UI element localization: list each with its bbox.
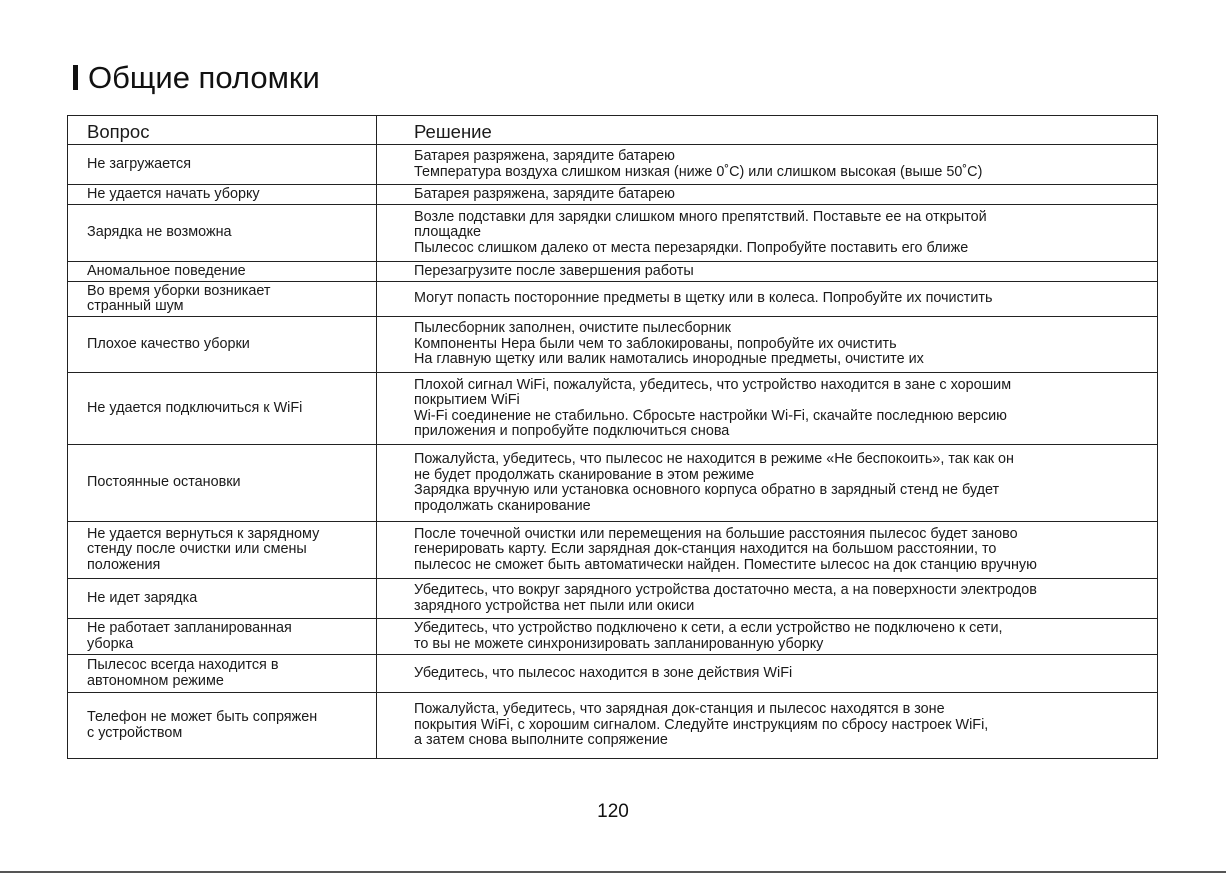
solution-cell <box>377 579 1158 619</box>
solution-cell <box>377 205 1158 262</box>
question-text-line: с устройством <box>87 724 183 741</box>
table-row <box>68 185 1158 205</box>
solution-cell <box>377 693 1158 759</box>
question-column-header: Вопрос <box>68 116 377 145</box>
solution-text-line: Пожалуйста, убедитесь, что зарядная док-станция и пылесос находятся в зоне <box>414 701 945 718</box>
table-body <box>68 145 1158 759</box>
solution-text-line: пылесос не сможет быть автоматически найден. Поместите ылесос на док станцию вручную <box>414 556 1037 573</box>
question-cell <box>68 205 377 262</box>
question-cell <box>68 185 377 205</box>
question-text-line: странный шум <box>87 298 184 314</box>
solution-text-line: Компоненты Hepa были чем то заблокированы, попробуйте их очистить <box>414 335 897 352</box>
question-cell <box>68 655 377 693</box>
question-text-line: Не удается вернуться к зарядному <box>87 525 320 542</box>
solution-text-line: покрытия WiFi, с хорошим сигналом. Следуйте инструкциям по сбросу настроек WiFi, <box>414 716 989 733</box>
solution-text-line: покрытием WiFi <box>414 392 520 408</box>
table-header-row <box>68 116 1158 145</box>
solution-text-line: Батарея разряжена, зарядите батарею <box>414 148 675 164</box>
solution-text-line: Температура воздуха слишком низкая (ниже 0˚С) или слишком высокая (выше 50˚С) <box>414 163 983 180</box>
solution-text-line: Убедитесь, что пылесос находится в зоне действия WiFi <box>414 664 793 681</box>
solution-text-line: Пылесос слишком далеко от места перезарядки. Попробуйте поставить его ближе <box>414 239 969 256</box>
solution-text-line: Пылесборник заполнен, очистите пылесборник <box>414 320 731 337</box>
solution-text-line: Плохой сигнал WiFi, пожалуйста, убедитесь, что устройство находится в зане с хорошим <box>414 376 1012 393</box>
question-cell <box>68 579 377 619</box>
table-row <box>68 262 1158 282</box>
question-cell <box>68 145 377 185</box>
question-cell <box>68 522 377 579</box>
question-text-line: Не удается подключиться к WiFi <box>87 399 303 416</box>
question-text-line: Не загружается <box>87 155 192 172</box>
solution-text-line: продолжать сканирование <box>414 497 591 514</box>
question-text-line: Во время уборки возникает <box>87 282 271 299</box>
table-row <box>68 282 1158 317</box>
question-text-line: положения <box>87 556 161 573</box>
solution-text-line: Убедитесь, что устройство подключено к сети, а если устройство не подключено к сети, <box>414 620 1003 636</box>
table-row <box>68 655 1158 693</box>
question-text-line: Плохое качество уборки <box>87 335 250 352</box>
solution-text-line: Убедитесь, что вокруг зарядного устройства достаточно места, а на поверхности электродов <box>414 582 1037 598</box>
solution-text-line: Батарея разряжена, зарядите батарею <box>414 185 675 202</box>
solution-text-line: Пожалуйста, убедитесь, что пылесос не находится в режиме «Не беспокоить», так как он <box>414 451 1014 467</box>
table-row <box>68 205 1158 262</box>
question-text-line: Зарядка не возможна <box>87 224 232 241</box>
solution-text-line: генерировать карту. Если зарядная док-станция находится на большом расстоянии, то <box>414 541 997 558</box>
solution-cell <box>377 522 1158 579</box>
table-row <box>68 522 1158 579</box>
question-text-line: Постоянные остановки <box>87 474 241 491</box>
question-text-line: Не идет зарядка <box>87 589 198 606</box>
solution-cell <box>377 317 1158 373</box>
question-cell <box>68 282 377 317</box>
question-text-line: Аномальное поведение <box>87 262 246 279</box>
question-cell <box>68 373 377 445</box>
question-text-line: Телефон не может быть сопряжен <box>87 709 318 725</box>
troubleshooting-table <box>67 115 1158 759</box>
solution-text-line: После точечной очистки или перемещения на большие расстояния пылесос будет заново <box>414 525 1018 542</box>
page-number: 120 <box>597 801 629 822</box>
table-row <box>68 317 1158 373</box>
solution-text-line: Возле подставки для зарядки слишком много препятствий. Поставьте ее на открытой <box>414 208 987 225</box>
solution-text-line: зарядного устройства нет пыли или окиси <box>414 597 695 614</box>
solution-text-line: а затем снова выполните сопряжение <box>414 732 668 749</box>
table-row <box>68 445 1158 522</box>
table-row <box>68 145 1158 185</box>
table-row <box>68 579 1158 619</box>
question-text-line: Не работает запланированная <box>87 620 292 636</box>
solution-cell <box>377 619 1158 655</box>
question-cell <box>68 445 377 522</box>
solution-column-header: Решение <box>377 116 1158 145</box>
table-row <box>68 693 1158 759</box>
solution-cell <box>377 185 1158 205</box>
question-text-line: Не удается начать уборку <box>87 185 260 202</box>
question-cell <box>68 262 377 282</box>
table-row <box>68 619 1158 655</box>
solution-cell <box>377 282 1158 317</box>
solution-cell <box>377 655 1158 693</box>
solution-text-line: На главную щетку или валик намотались инородные предметы, очистите их <box>414 351 924 368</box>
question-text-line: Пылесос всегда находится в <box>87 657 279 673</box>
solution-text-line: Wi-Fi соединение не стабильно. Сбросьте настройки Wi-Fi, скачайте последнюю версию <box>414 407 1007 424</box>
table-row <box>68 373 1158 445</box>
solution-text-line: Могут попасть посторонние предметы в щетку или в колеса. Попробуйте их почистить <box>414 290 993 307</box>
solution-text-line: площадке <box>414 224 482 241</box>
question-text-line: автономном режиме <box>87 672 224 689</box>
page-title: Общие поломки <box>88 60 320 95</box>
solution-text-line: то вы не можете синхронизировать запланированную уборку <box>414 635 824 652</box>
solution-text-line: Зарядка вручную или установка основного корпуса обратно в зарядный стенд не будет <box>414 482 1000 498</box>
title-accent-bar <box>73 65 78 90</box>
solution-cell <box>377 373 1158 445</box>
question-text-line: стенду после очистки или смены <box>87 541 307 558</box>
solution-text-line: не будет продолжать сканирование в этом режиме <box>414 466 755 483</box>
question-cell <box>68 619 377 655</box>
solution-text-line: приложения и попробуйте подключиться снова <box>414 423 730 439</box>
question-text-line: уборка <box>87 635 134 652</box>
solution-cell <box>377 262 1158 282</box>
question-cell <box>68 317 377 373</box>
solution-cell <box>377 445 1158 522</box>
bottom-divider <box>0 871 1226 873</box>
solution-text-line: Перезагрузите после завершения работы <box>414 262 694 279</box>
question-cell <box>68 693 377 759</box>
solution-cell <box>377 145 1158 185</box>
